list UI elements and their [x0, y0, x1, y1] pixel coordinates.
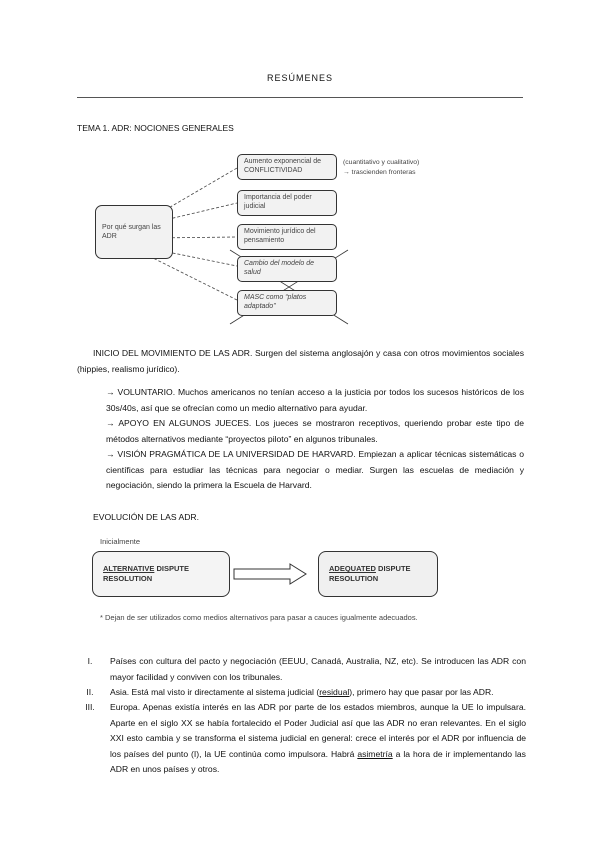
intro-text: Surgen del sistema anglosajón y casa con otros movimientos sociales (hippies, realismo jurídico).: [77, 348, 525, 374]
evolution-footnote: * Dejan de ser utilizados como medios alternativos para pasar a cauces igualmente adecuados.: [100, 613, 418, 622]
list-item: Europa. Apenas existía interés en las ADR por parte de los estados miembros, aunque la UE lo impulsara. Aparte en el siglo XX se había fortalecido el Poder Judicial así que las ADR no eran relevantes. En el siglo XXI esto cambia y se transforma el sistema judicial en general: crece el interés por el ADR por influencia de los países del punto (I), la UE continúa como impulsora. Habrá asimetría a la hora de ir implementando las ADR en unos países y otros.: [110, 702, 526, 774]
intro-heading: INICIO DEL MOVIMIENTO DE LAS ADR.: [93, 348, 253, 358]
list-item: Países con cultura del pacto y negociación (EEUU, Canadá, Australia, NZ, etc). Se introducen las ADR con mayor facilidad y conviven con los tribunales.: [110, 656, 526, 682]
diagram-side-note: → trascienden fronteras: [343, 169, 416, 176]
list-item: Asia. Está mal visto ir directamente al sistema judicial (residual), primero hay que pasar por las ADR.: [110, 687, 494, 697]
evolution-right-box: ADEQUATED DISPUTE RESOLUTION: [318, 551, 438, 597]
topic-heading: TEMA 1. ADR: NOCIONES GENERALES: [77, 123, 234, 133]
diagram-root-box: [95, 205, 173, 259]
adr-origins-diagram: [90, 150, 450, 335]
evolution-heading: EVOLUCIÓN DE LAS ADR.: [93, 512, 200, 522]
point-item: → VISIÓN PRAGMÁTICA DE LA UNIVERSIDAD DE HARVARD. Empiezan a aplicar técnicas sistemáticas o científicas para estudiar las técnicas para negociar o mediar. Surgen las escuelas de mediación y negociación, siendo la primera la Escuela de Harvard.: [106, 449, 524, 490]
intro-paragraph: [77, 346, 524, 377]
point-item: → VOLUNTARIO. Muchos americanos no tenían acceso a la justicia por todos los sucesos históricos de los 30s/40s, así que se ofrecían como un medio alternativo para ayudar.: [106, 387, 524, 413]
diagram-branch: Cambio del modelo de salud: [237, 256, 337, 282]
point-item: → APOYO EN ALGUNOS JUECES. Los jueces se mostraron receptivos, queriendo probar este tipo de métodos alternativos mediante “proyectos piloto” en algunos tribunales.: [106, 418, 524, 444]
evolution-left-box: ALTERNATIVE DISPUTE RESOLUTION: [92, 551, 230, 597]
list-number: I.: [87, 656, 93, 666]
points-list: [106, 385, 524, 494]
diagram-root-label: Por qué surgan las ADR: [102, 224, 161, 240]
diagram-side-note: (cuantitativo y cualitativo): [343, 159, 420, 166]
list-number: III.: [85, 702, 95, 712]
diagram-branch: Aumento exponencial de CONFLICTIVIDAD: [237, 154, 337, 180]
list-number: II.: [86, 687, 94, 697]
diagram-branch: Importancia del poder judicial: [237, 190, 337, 216]
diagram-branch: Movimiento jurídico del pensamiento: [237, 224, 337, 250]
evolution-arrow-icon: [232, 563, 308, 585]
page-title: RESÚMENES: [266, 73, 333, 83]
evolution-initial-label: Inicialmente: [100, 537, 141, 546]
title-divider: [77, 97, 523, 98]
diagram-branch: MASC como “platos adaptado”: [237, 290, 337, 316]
